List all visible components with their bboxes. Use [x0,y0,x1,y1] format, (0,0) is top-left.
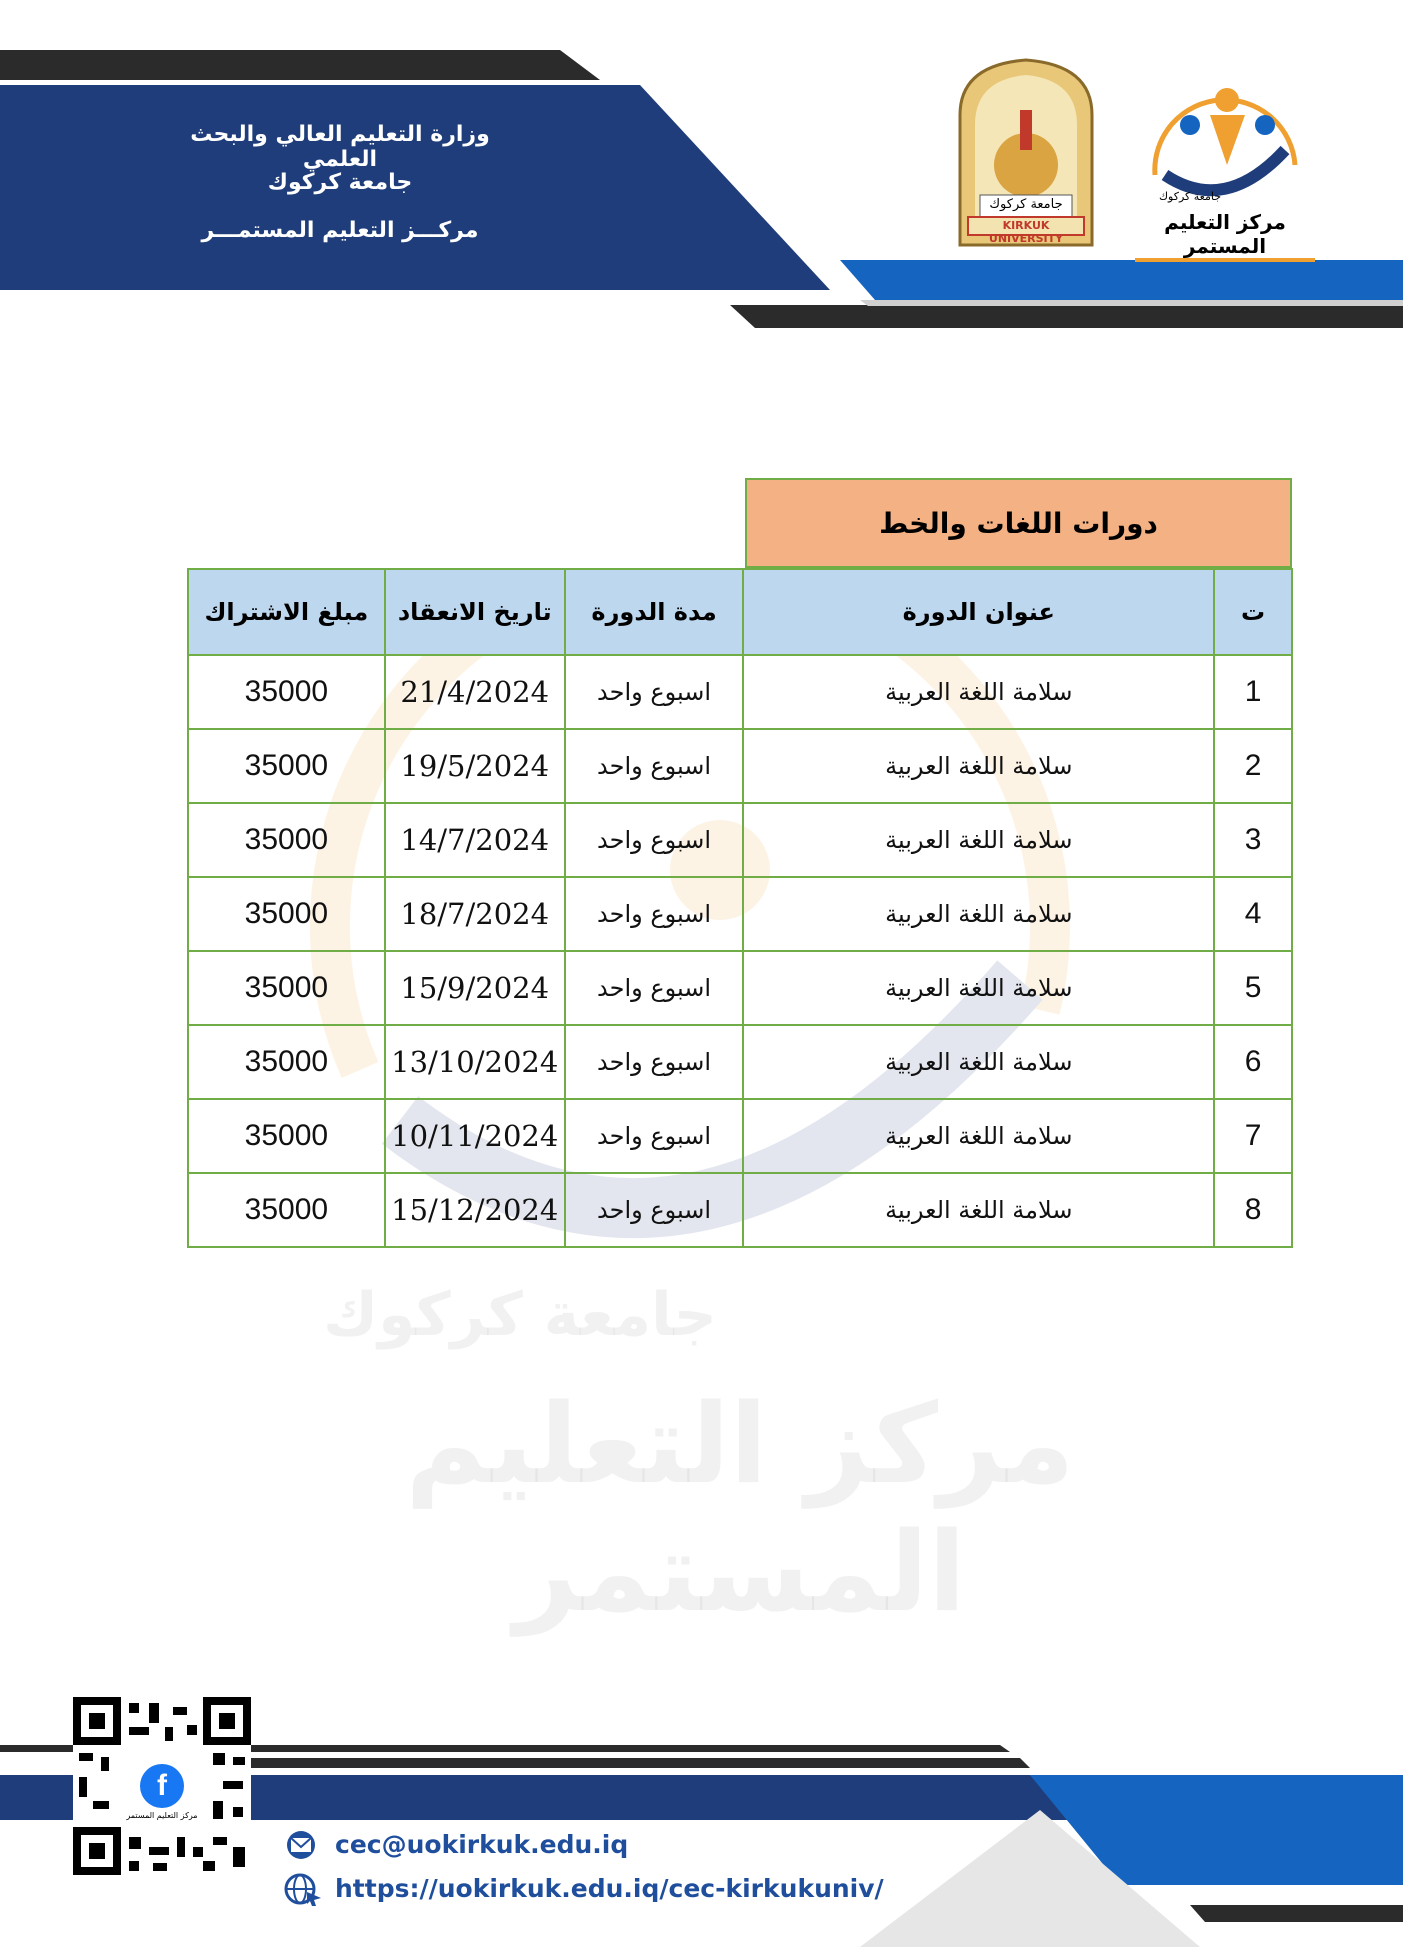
row-course-title: سلامة اللغة العربية [743,877,1214,951]
watermark-center: مركز التعليم المستمر [405,1380,1075,1636]
center-name: مركـــز التعليم المستمـــر [201,218,479,243]
email-icon [283,1830,319,1860]
row-fee: 35000 [188,1099,385,1173]
row-date: 15/9/2024 [385,951,565,1025]
row-index: 3 [1214,803,1292,877]
row-index: 2 [1214,729,1292,803]
row-date: 13/10/2024 [385,1025,565,1099]
qr-code[interactable] [73,1697,251,1875]
row-course-title: سلامة اللغة العربية [743,655,1214,729]
table-title: دورات اللغات والخط [745,478,1292,568]
header-course-title: عنوان الدورة [743,569,1214,655]
qr-caption: مركز التعليم المستمر [126,1811,198,1820]
row-course-title: سلامة اللغة العربية [743,1173,1214,1247]
row-fee: 35000 [188,803,385,877]
row-duration: اسبوع واحد [565,803,744,877]
center-logo-small-text: جامعة كركوك [1158,190,1222,203]
facebook-icon: f [157,1769,167,1802]
table-row [188,951,1292,1025]
table-row [188,877,1292,951]
row-duration: اسبوع واحد [565,655,744,729]
watermark-university: جامعة كركوك [323,1280,717,1350]
table-row [188,655,1292,729]
center-logo-name: مركز التعليم المستمر [1135,210,1315,262]
header-duration: مدة الدورة [565,569,744,655]
email-link[interactable]: cec@uokirkuk.edu.iq [335,1830,629,1859]
continuing-education-center-logo [1135,55,1315,258]
row-index: 7 [1214,1099,1292,1173]
row-course-title: سلامة اللغة العربية [743,729,1214,803]
row-duration: اسبوع واحد [565,877,744,951]
row-course-title: سلامة اللغة العربية [743,1025,1214,1099]
table-row [188,1173,1292,1247]
row-duration: اسبوع واحد [565,1173,744,1247]
kirkuk-university-logo [950,55,1102,250]
row-fee: 35000 [188,655,385,729]
row-index: 8 [1214,1173,1292,1247]
row-duration: اسبوع واحد [565,1025,744,1099]
row-fee: 35000 [188,951,385,1025]
row-date: 19/5/2024 [385,729,565,803]
row-fee: 35000 [188,1173,385,1247]
university-name: جامعة كركوك [267,170,413,195]
row-date: 14/7/2024 [385,803,565,877]
courses-table [187,568,1293,1248]
table-row [188,803,1292,877]
globe-icon [283,1872,323,1906]
row-date: 10/11/2024 [385,1099,565,1173]
row-date: 15/12/2024 [385,1173,565,1247]
row-duration: اسبوع واحد [565,1099,744,1173]
row-index: 4 [1214,877,1292,951]
website-link[interactable]: https://uokirkuk.edu.iq/cec-kirkukuniv/ [335,1874,884,1903]
university-logo-caption-ar: جامعة كركوك [989,197,1063,212]
university-logo-caption-en: KIRKUK UNIVERSITY [988,219,1064,245]
row-course-title: سلامة اللغة العربية [743,951,1214,1025]
table-row [188,729,1292,803]
row-fee: 35000 [188,729,385,803]
header-date: تاريخ الانعقاد [385,569,565,655]
row-duration: اسبوع واحد [565,951,744,1025]
row-duration: اسبوع واحد [565,729,744,803]
row-course-title: سلامة اللغة العربية [743,803,1214,877]
row-date: 18/7/2024 [385,877,565,951]
row-course-title: سلامة اللغة العربية [743,1099,1214,1173]
row-fee: 35000 [188,877,385,951]
table-row [188,1099,1292,1173]
header-fee: مبلغ الاشتراك [188,569,385,655]
row-index: 5 [1214,951,1292,1025]
row-index: 1 [1214,655,1292,729]
table-header-row [188,569,1292,655]
ministry-name: وزارة التعليم العالي والبحث العلمي [190,122,490,172]
row-index: 6 [1214,1025,1292,1099]
header-index: ت [1214,569,1292,655]
table-row [188,1025,1292,1099]
row-fee: 35000 [188,1025,385,1099]
row-date: 21/4/2024 [385,655,565,729]
